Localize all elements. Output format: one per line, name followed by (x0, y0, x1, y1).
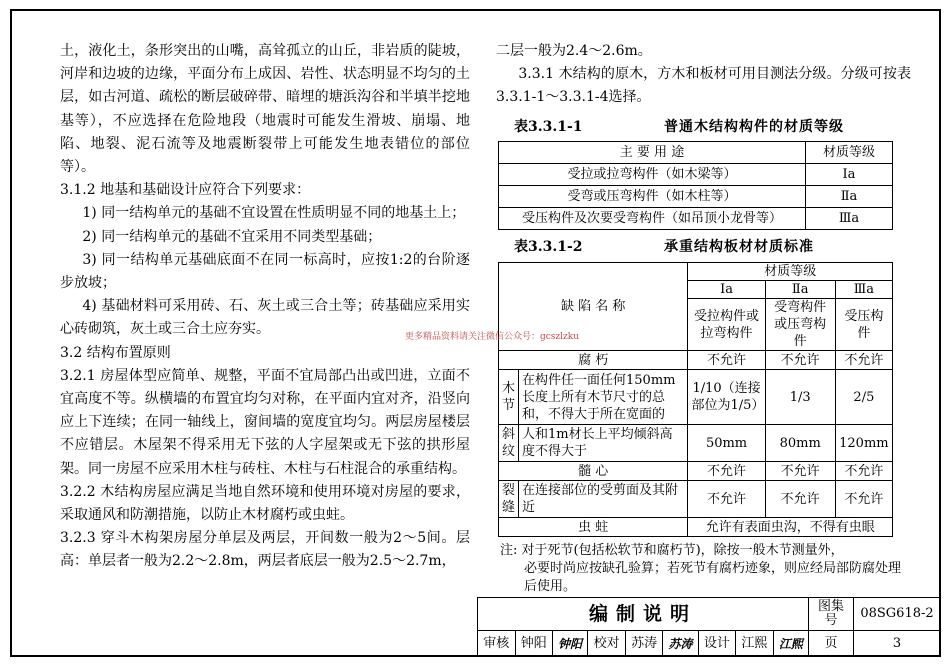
checker-signature: 苏涛 (663, 631, 698, 657)
table-cell: Ⅱa (806, 185, 893, 207)
paragraph: 二层一般为2.4～2.6m。 (496, 43, 652, 59)
table-cell: 50mm (688, 425, 765, 462)
note-line: 必要时尚应按缺孔验算；若死节有腐朽迹象，则应经局部防腐处理后使用。 (524, 561, 902, 595)
designer-name: 江熙 (736, 631, 774, 657)
design-label: 设计 (698, 631, 736, 657)
defect-group: 木节 (499, 370, 519, 425)
board-defect-table (498, 262, 893, 537)
grade-cell: Ⅲa (835, 281, 892, 299)
table-cell: 不允许 (835, 481, 892, 518)
table-cell: 受弯或压弯构件（如木柱等） (499, 185, 806, 207)
atlas-label: 图集号 (809, 598, 854, 631)
table-cell: 受拉或拉弯构件（如木梁等） (499, 163, 806, 185)
table-cell: 不允许 (835, 351, 892, 370)
table-cell: 不允许 (765, 351, 835, 370)
table-cell: 不允许 (765, 462, 835, 481)
table-row (499, 518, 893, 537)
grade-cell: Ⅱa (765, 281, 835, 299)
table-cell: Ⅲa (806, 207, 893, 229)
page-number: 3 (854, 631, 941, 657)
list-item: 1) 同一结构单元的基础不宜设置在性质明显不同的地基土上； (82, 205, 466, 222)
defect-group: 裂缝 (499, 481, 519, 518)
table-cell: 2/5 (835, 370, 892, 425)
grade-cell: Ⅰa (688, 281, 765, 299)
table-cell: 不允许 (765, 481, 835, 518)
defect-name: 髓 心 (499, 462, 688, 481)
table-row (499, 370, 893, 425)
check-label: 校对 (588, 631, 626, 657)
title-block-table (477, 597, 941, 657)
list-item: 4) 基础材料可采用砖、石、灰土或三合土等；砖基础应采用实心砖砌筑，灰土或三合土应夯实。 (60, 298, 470, 338)
table-cell: 1/10（连接部位为1/5） (688, 370, 765, 425)
title-block (477, 597, 941, 657)
table1-number: 表3.3.1-1 (514, 118, 583, 135)
table-row (499, 425, 893, 462)
table-row (499, 481, 893, 518)
table-cell: 允许有表面虫沟，不得有虫眼 (688, 518, 893, 537)
section-heading: 3.2 结构布置原则 (60, 344, 171, 361)
table-row (499, 207, 893, 229)
atlas-number: 08SG618-2 (854, 598, 941, 631)
table1-header-grade: 材质等级 (806, 141, 893, 163)
defect-group: 斜纹 (499, 425, 519, 462)
use-cell: 受弯构件或压弯构件 (765, 299, 835, 351)
table2-header-grade: 材质等级 (688, 263, 893, 281)
page-label: 页 (809, 631, 854, 657)
watermark-text: 更多精品资料请关注微信公众号：gcszlzku (405, 332, 580, 342)
table-row (499, 185, 893, 207)
right-column (496, 40, 911, 596)
use-cell: 受压构件 (835, 299, 892, 351)
table2-header-defect: 缺 陷 名 称 (499, 263, 688, 351)
list-item: 2) 同一结构单元的基础不宜采用不同类型基础； (82, 228, 382, 245)
list-item: 3) 同一结构单元基础底面不在同一标高时，应按1:2的台阶逐步放坡； (60, 251, 470, 292)
table-cell: 受压构件及次要受弯构件（如吊顶小龙骨等） (499, 207, 806, 229)
defect-desc: 在连接部位的受剪面及其附近 (519, 481, 688, 518)
table2-title: 承重结构板材材质标准 (664, 238, 814, 255)
table-cell: 不允许 (688, 481, 765, 518)
table-row (499, 462, 893, 481)
table-cell: 120mm (835, 425, 892, 462)
table2-number: 表3.3.1-2 (514, 238, 583, 255)
paragraph: 3.3.1 木结构的原木，方木和板材可用目测法分级。分级可按表3.3.1-1～3.3.1-4选择。 (496, 66, 911, 106)
paragraph: 3.2.1 房屋体型应简单、规整，平面不宜局部凸出或凹进，立面不宜高度不等。纵横墙的布置宜均匀对称，在平面内宜对齐，沿竖向应上下连续；在同一轴线上，窗间墙的宽度宜均匀。两层房屋楼层不应错层。木屋架不得采用无下弦的人字屋架或无下弦的拱形屋架。同一房屋不应采用木柱与砖柱、木柱与石柱混合的承重结构。 (60, 367, 470, 477)
table-row (499, 163, 893, 185)
table-cell: 1/3 (765, 370, 835, 425)
table-cell: Ⅰa (806, 163, 893, 185)
defect-name: 虫 蛀 (499, 518, 688, 537)
note-label: 注: (500, 543, 518, 559)
review-label: 审核 (478, 631, 516, 657)
table-cell: 不允许 (688, 351, 765, 370)
defect-name: 腐 朽 (499, 351, 688, 370)
section-heading: 3.1.2 地基和基础设计应符合下列要求： (60, 182, 311, 199)
table1-header-use: 主 要 用 途 (499, 141, 806, 163)
material-grade-table (498, 141, 893, 230)
table-row (499, 351, 893, 370)
paragraph: 3.2.3 穿斗木构架房屋分单层及两层，开间数一般为2～5间。层高：单层者一般为2.2～2.8m，两层者底层一般为2.5～2.7m， (60, 530, 470, 570)
table1-title: 普通木结构构件的材质等级 (664, 118, 844, 135)
use-cell: 受拉构件或拉弯构件 (688, 299, 765, 351)
left-column (60, 40, 470, 574)
table1-caption (496, 116, 911, 139)
paragraph: 土，液化土，条形突出的山嘴，高耸孤立的山丘，非岩质的陡坡，河岸和边坡的边缘，平面分布上成因、岩性、状态明显不均匀的土层，如古河道、疏松的断层破碎带、暗埋的塘浜沟谷和半填半挖地基等），不应选择在危险地段（地震时可能发生滑坡、崩塌、地陷、地裂、泥石流等及地震断裂带上可能发生地表错位的部位等）。 (60, 43, 470, 176)
drawing-title: 编制说明 (478, 598, 809, 631)
defect-desc: 在构件任一面任何150mm长度上所有木节尺寸的总和，不得大于所在宽面的 (519, 370, 688, 425)
defect-desc: 人和1m材长上平均倾斜高度不得大于 (519, 425, 688, 462)
paragraph: 3.2.2 木结构房屋应满足当地自然环境和使用环境对房屋的要求，采取通风和防潮措施，以防止木材腐朽或虫蛀。 (60, 483, 470, 524)
note-line: 对于死节(包括松软节和腐朽节)，除按一般木节测量外， (521, 543, 844, 559)
designer-signature: 江熙 (773, 631, 808, 657)
table-cell: 80mm (765, 425, 835, 462)
table-cell: 不允许 (835, 462, 892, 481)
reviewer-signature: 钟阳 (553, 631, 588, 657)
checker-name: 苏涛 (625, 631, 663, 657)
table2-caption (496, 236, 911, 259)
reviewer-name: 钟阳 (515, 631, 553, 657)
table-cell: 不允许 (688, 462, 765, 481)
table-note (496, 542, 911, 596)
